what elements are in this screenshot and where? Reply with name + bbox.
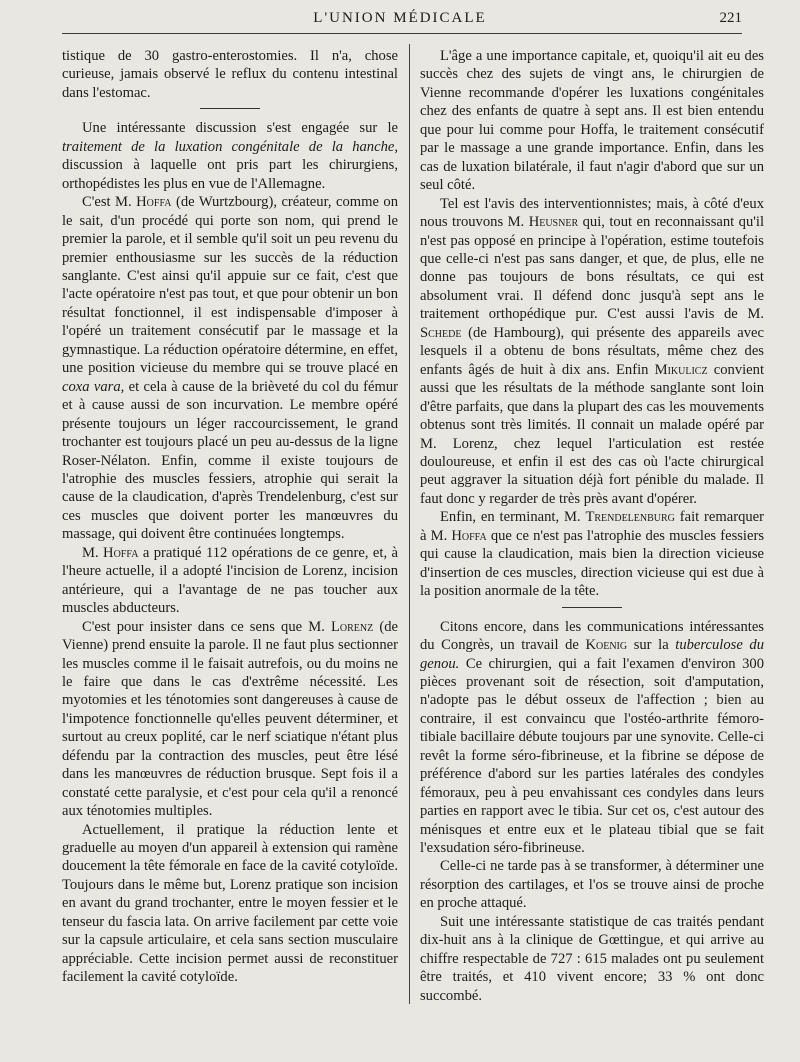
section-separator [562,607,622,608]
journal-title: L'UNION MÉDICALE [313,10,487,26]
paragraph: C'est pour insister dans ce sens que M. Lorenz (de Vienne) prend ensuite la parole. Il ne faut plus sectionner les muscles comme il le faisait autrefois, ou du moins ne le faire que dans le cas d'extrême nécessité. Les myotomies et les ténotomies sont dangereuses à cause de l'impotence fonctionnelle qu'elles peuvent déterminer, et surtout au creux poplité, car le nerf sciatique n'étant plus défendu par la contraction des muscles, peut être lésé dans les manœuvres de réduction brusque. Sept fois il a constaté cette paralysie, et c'est pour cela qu'il a renoncé aux ténotomies multiples. [62,618,398,820]
paragraph: M. Hoffa a pratiqué 112 opérations de ce genre, et, à l'heure actuelle, il a adopté l'incision de Lorenz, incision antérieure, qui a l'avantage de ne pas toucher aux muscles abducteurs. [62,544,398,617]
paragraph: Enfin, en terminant, M. Trendelenburg fait remarquer à M. Hoffa que ce n'est pas l'atrophie des muscles fessiers qui cause la claudication, mais bien la direction vicieuse d'insertion de ces muscles, direction vicieuse qui est due à la position anormale de la tête. [420,509,765,600]
header-rule [62,33,742,34]
paragraph: L'âge a une importance capitale, et, quoiqu'il ait eu des succès chez des sujets de vingt ans, le chirurgien de Vienne recommande d'opérer les luxations congénitales chez des enfants de quatre à sept ans. Il est bien entendu que pour lui comme pour Hoffa, le traitement consécutif par le massage a une grande importance. Enfin, dans les cas de luxation bilatérale, il faut n'agir d'abord que sur un seul côté. [420,48,764,194]
paragraph: Une intéressante discussion s'est engagée sur le traitement de la luxation congénitale de la hanche, discussion à laquelle ont pris part les chirurgiens, orthopédistes les plus en vue de l'Allemagne. [62,120,398,192]
running-head [0,10,800,30]
paragraph: Celle-ci ne tarde pas à se transformer, à déterminer une résorption des cartilages, et l'os se trouve ainsi de proche en proche attaqué. [420,858,764,912]
column-rule [409,44,410,1004]
paragraph: Tel est l'avis des interventionnistes; mais, à côté d'eux nous trouvons M. Heusner qui, tout en reconnaissant qu'il n'est pas opposé en principe à l'opération, estime toutefois que celle-ci n'est pas sans danger, et que, de plus, elle ne donne pas toujours de bons résultats, ce qui est absolument vrai. Il défend donc jusqu'à sept ans le traitement orthopédique pur. C'est aussi l'avis de M. Schede (de Hambourg), qui présente des appareils avec lesquels il a obtenu de bons résultats, même chez des enfants âgés de huit à dix ans. Enfin Mikulicz convient aussi que les résultats de la méthode sanglante sont loin d'être parfaits, que dans la plupart des cas les mouvements obtenus sont très limités. Il connait un malade opéré par M. Lorenz, chez lequel l'articulation est restée douloureuse, et enfin il est des cas où l'acte chirurgical peut aggraver la situation déjà fort pénible du malade. Il faut donc y regarder de très près avant d'opérer. [420,195,765,507]
right-column [420,47,764,1005]
paragraph: Citons encore, dans les communications intéressantes du Congrès, un travail de Koenig sur la tuberculose du genou. Ce chirurgien, qui a fait l'examen d'environ 300 pièces provenant soit de résection, soit d'amputation, n'adopte pas le début osseux de l'affection ; bien au contraire, il est convaincu que l'ostéo-arthrite fémoro-tibiale bacillaire débute toujours par une synovite. Celle-ci revêt la forme séro-fibrineuse, et la fibrine se dépose de préférence d'abord sur les parties latérales des condyles fémoraux, peu à peu envahissant ces condyles dans leurs parties en rapport avec le tibia. Sur cet os, c'est autour des ménisques et entre eux et le plateau tibial que se fait l'exsudation séro-fibrineuse. [420,618,764,857]
paragraph: C'est M. Hoffa (de Wurtzbourg), créateur, comme on le sait, d'un procédé qui porte son nom, qui prend le premier la parole, et il semble qu'il soit un peu revenu du premier enthousiasme sur les succès de la réduction sanglante. C'est ainsi qu'il appuie sur ce fait, c'est que l'acte opératoire n'est pas tout, et que pour obtenir un bon résultat fonctionnel, il est indispensable d'imposer à l'opéré un traitement consécutif par le massage et la gymnastique. La réduction opératoire détermine, en effet, une position vicieuse du membre qui se trouve placé en coxa vara, et cela à cause de la brièveté du col du fémur et à cause aussi de son incurvation. Le membre opéré présente toujours un léger raccourcissement, le grand trochanter est toujours placé un peu au-dessus de la ligne Roser-Nélaton. Enfin, comme il existe toujours de l'atrophie des muscles fessiers, atrophie qui serait la cause de la claudication, d'après Trendelenburg, c'est sur ces muscles que doivent porter les manœuvres du massage, qui doivent être continuées longtemps. [62,194,398,543]
paragraph: tistique de 30 gastro-enterostomies. Il n'a, chose curieuse, jamais observé le reflux du contenu intestinal dans l'estomac. [62,48,398,101]
paragraph: Suit une intéressante statistique de cas traités pendant dix-huit ans à la clinique de Gœttingue, et qui arrive au chiffre respectable de 727 : 615 malades ont pu seulement être traités, et 410 vivent encore; 33 % ont donc succombé. [420,913,764,1004]
left-column [62,47,398,987]
section-separator [200,108,260,109]
page-number: 221 [719,10,742,26]
paragraph: Actuellement, il pratique la réduction lente et graduelle au moyen d'un appareil à extension qui ramène doucement la tête fémorale en face de la cavité cotyloïde. Toujours dans le même but, Lorenz pratique son incision en avant du grand trochanter, entre le moyen fessier et le tenseur du fascia lata. On arrive facilement par cette voie sur la capsule articulaire, et cela sans section musculaire appréciable. Cette incision permet aussi de reconstituer facilement la cavité cotyloïde. [62,821,398,986]
